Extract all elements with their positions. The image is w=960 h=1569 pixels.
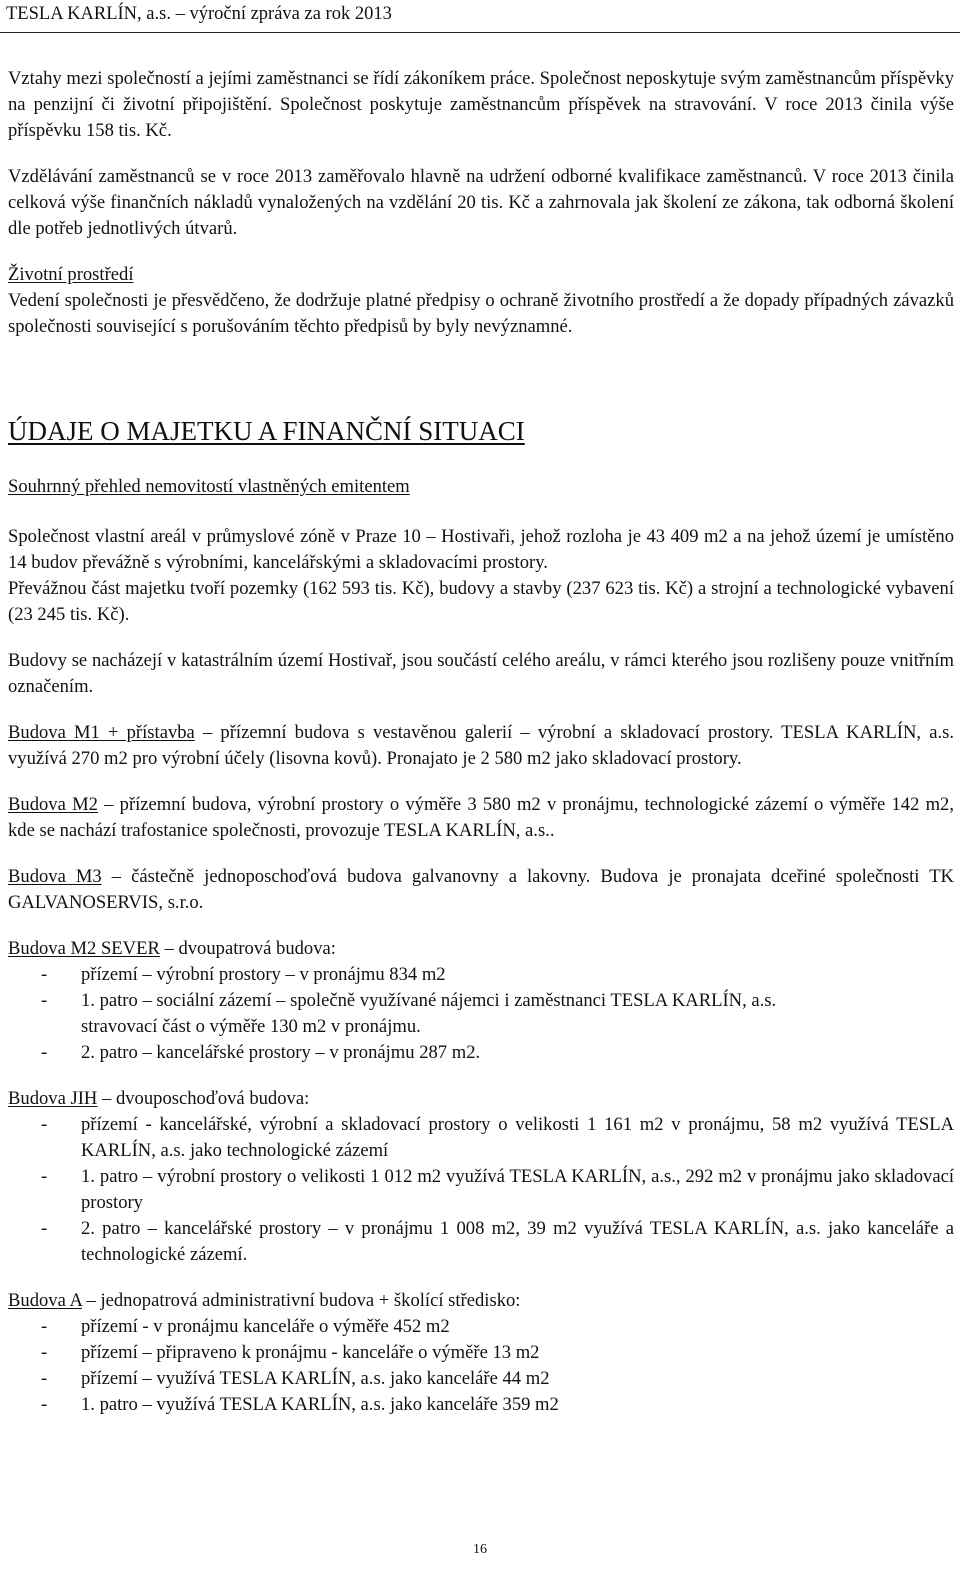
building-jih: [8, 1086, 954, 1112]
environment-heading-text: Životní prostředí: [8, 264, 134, 285]
buildings-paragraph: Budovy se nacházejí v katastrálním území Hostivař, jsou součástí celého areálu, v rámci kterého jsou rozlišeny pouze vnitřním označením.: [8, 650, 954, 697]
building-a-list: [8, 1314, 954, 1418]
building-a-text: – jednopatrová administrativní budova + školící středisko:: [81, 1290, 521, 1311]
list-dash: -: [41, 1368, 48, 1389]
list-item: - přízemí – připraveno k pronájmu - kanceláře o výměře 13 m2: [8, 1340, 954, 1366]
building-jih-name: Budova JIH: [8, 1088, 98, 1109]
list-dash: -: [41, 1316, 48, 1337]
building-m2-text: – přízemní budova, výrobní prostory o výměře 3 580 m2 v pronájmu, technologické zázemí o výměře 142 m2, kde se nachází trafostanice společnosti, provozuje TESLA KARLÍN, a.s..: [8, 794, 954, 841]
list-dash: -: [41, 964, 48, 985]
building-m2-name: Budova M2: [8, 794, 98, 815]
list-dash: -: [41, 1342, 48, 1363]
building-m3-text: – částečně jednoposchoďová budova galvanovny a lakovny. Budova je pronajata dceřiné společnosti TK GALVANOSERVIS, s.r.o.: [8, 866, 954, 913]
list-dash: -: [41, 990, 48, 1011]
header-rule: [0, 32, 960, 33]
building-m1-name: Budova M1 + přístavba: [8, 722, 195, 743]
list-item: - přízemí – výrobní prostory – v pronájmu 834 m2: [8, 962, 954, 988]
list-dash: -: [41, 1218, 48, 1239]
document-body: [8, 66, 954, 1418]
page-number: 16: [473, 1542, 487, 1557]
building-m3-name: Budova M3: [8, 866, 102, 887]
list-item: - 1. patro – využívá TESLA KARLÍN, a.s. jako kanceláře 359 m2: [8, 1392, 954, 1418]
environment-paragraph: Vedení společnosti je přesvědčeno, že dodržuje platné předpisy o ochraně životního prostředí a že dopady případných závazků společnosti související s porušováním těchto předpisů by byly nevýznamné.: [8, 290, 954, 337]
building-m2: [8, 792, 954, 844]
areal-paragraph: Společnost vlastní areál v průmyslové zóně v Praze 10 – Hostivaři, jehož rozloha je 43 409 m2 a na jehož území je umístěno 14 budov převážně s výrobními, kancelářskými a skladovacími prostory.: [8, 526, 954, 573]
building-m2-sever-list: [8, 962, 954, 1066]
list-item: - 2. patro – kancelářské prostory – v pronájmu 1 008 m2, 39 m2 využívá TESLA KARLÍN, a.s. jako kanceláře a technologické zázemí.: [41, 1218, 954, 1265]
building-m2-sever-name: Budova M2 SEVER: [8, 938, 160, 959]
list-dash: -: [41, 1114, 48, 1135]
building-a-name: Budova A: [8, 1290, 82, 1311]
building-m2-sever-text: – dvoupatrová budova:: [159, 938, 336, 959]
section-subtitle: [8, 474, 954, 500]
page-header: TESLA KARLÍN, a.s. – výroční zpráva za rok 2013: [6, 4, 392, 24]
list-dash: -: [41, 1166, 48, 1187]
list-item: - přízemí – využívá TESLA KARLÍN, a.s. jako kanceláře 44 m2: [8, 1366, 954, 1392]
list-item-continuation: stravovací část o výměře 130 m2 v pronájmu.: [81, 1016, 421, 1037]
education-paragraph: Vzdělávání zaměstnanců se v roce 2013 zaměřovalo hlavně na udržení odborné kvalifikace zaměstnanců. V roce 2013 činila celková výše finančních nákladů vynaložených na vzdělání 20 tis. Kč a zahrnovala jak školení ze zákona, tak odborná školení dle potřeb jednotlivých útvarů.: [8, 166, 954, 239]
building-a: [8, 1288, 954, 1314]
list-item: - 1. patro – sociální zázemí – společně využívané nájemci i zaměstnanci TESLA KARLÍN, a.s.: [8, 988, 954, 1014]
building-m2-sever: [8, 936, 954, 962]
list-item: - 1. patro – výrobní prostory o velikosti 1 012 m2 využívá TESLA KARLÍN, a.s., 292 m2 v pronájmu jako skladovací prostory: [41, 1166, 954, 1213]
assets-paragraph: Převážnou část majetku tvoří pozemky (162 593 tis. Kč), budovy a stavby (237 623 tis. Kč) a strojní a technologické vybavení (23 245 tis. Kč).: [8, 578, 954, 625]
section-title: ÚDAJE O MAJETKU A FINANČNÍ SITUACI: [8, 416, 525, 446]
list-item: - přízemí - kancelářské, výrobní a skladovací prostory o velikosti 1 161 m2 v pronájmu, 58 m2 využívá TESLA KARLÍN, a.s. jako technologické zázemí: [41, 1114, 954, 1161]
building-jih-text: – dvouposchoďová budova:: [97, 1088, 310, 1109]
building-m3: [8, 864, 954, 916]
building-m1-text: – přízemní budova s vestavěnou galerií – výrobní a skladovací prostory. TESLA KARLÍN, a.s. využívá 270 m2 pro výrobní účely (lisovna kovů). Pronajato je 2 580 m2 jako skladovací prostory.: [8, 722, 954, 769]
list-item: - 2. patro – kancelářské prostory – v pronájmu 287 m2.: [8, 1040, 954, 1066]
section-subtitle-text: Souhrnný přehled nemovitostí vlastněných emitentem: [8, 476, 410, 497]
employee-relations-paragraph: Vztahy mezi společností a jejími zaměstnanci se řídí zákoníkem práce. Společnost neposkytuje svým zaměstnancům příspěvky na penzijní či životní připojištění. Společnost poskytuje zaměstnancům příspěvek na stravování. V roce 2013 činila výše příspěvku 158 tis. Kč.: [8, 68, 954, 141]
environment-heading: [8, 262, 954, 288]
list-dash: -: [41, 1042, 48, 1063]
list-dash: -: [41, 1394, 48, 1415]
list-item: - přízemí - v pronájmu kanceláře o výměře 452 m2: [8, 1314, 954, 1340]
building-jih-list: [8, 1112, 954, 1268]
building-m1: [8, 720, 954, 772]
